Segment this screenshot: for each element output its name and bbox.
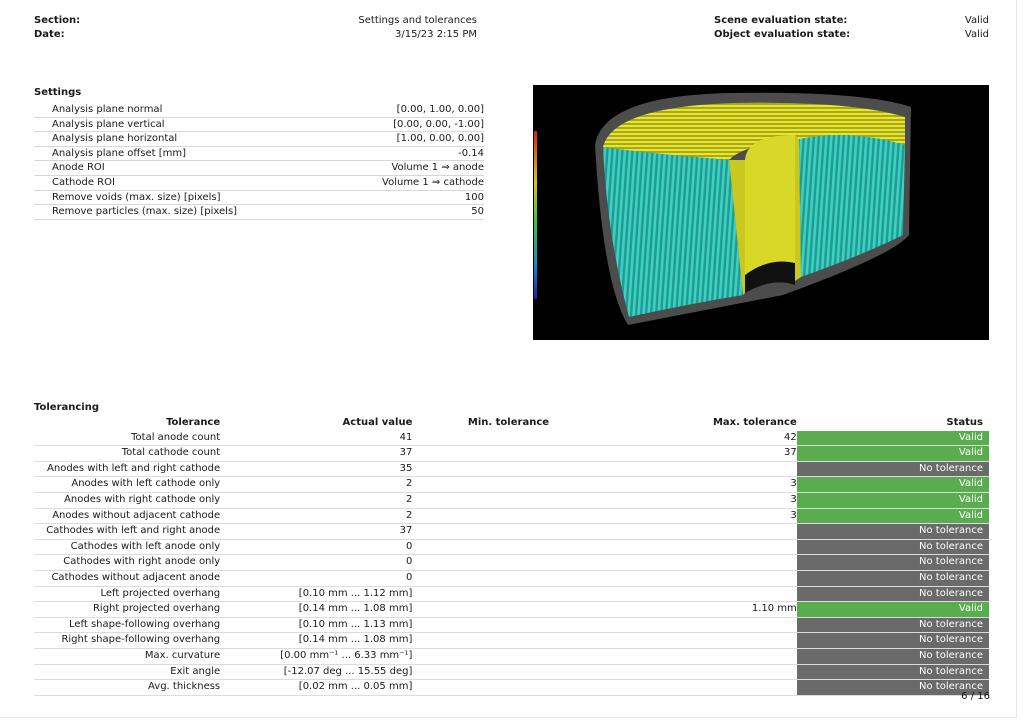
min-tolerance [412, 508, 604, 524]
max-tolerance [605, 648, 797, 664]
tolerance-name: Max. curvature [34, 648, 220, 664]
cell-3d-render [533, 85, 989, 340]
status-cell: No tolerance [797, 617, 989, 633]
col-header-actual: Actual value [342, 417, 413, 428]
col-header-max: Max. tolerance [712, 417, 797, 428]
settings-row [34, 118, 484, 133]
status-cell: Valid [797, 492, 989, 508]
tolerance-name: Left projected overhang [34, 586, 220, 602]
table-row [34, 680, 989, 696]
status-cell: No tolerance [797, 570, 989, 586]
min-tolerance [412, 431, 604, 446]
min-tolerance [412, 555, 604, 571]
actual-value: 0 [220, 539, 412, 555]
date-value: 3/15/23 2:15 PM [394, 29, 477, 40]
table-row [34, 648, 989, 664]
max-tolerance: 3 [605, 508, 797, 524]
table-row [34, 664, 989, 680]
tolerance-name: Anodes with left cathode only [34, 477, 220, 493]
tolerance-name: Anodes without adjacent cathode [34, 508, 220, 524]
table-row [34, 570, 989, 586]
tolerance-name: Cathodes with left anode only [34, 539, 220, 555]
table-row [34, 508, 989, 524]
settings-list [34, 103, 484, 220]
color-scale-bar [534, 131, 537, 299]
settings-value: 100 [464, 191, 484, 203]
col-header-status: Status [946, 417, 983, 428]
settings-value: [0.00, 1.00, 0.00] [396, 104, 484, 115]
status-cell: No tolerance [797, 586, 989, 602]
actual-value: 37 [220, 524, 412, 540]
status-cell: No tolerance [797, 648, 989, 664]
tolerance-name: Anodes with left and right cathode [34, 461, 220, 477]
table-row [34, 461, 989, 477]
header-state-labels [714, 14, 850, 42]
table-row [34, 492, 989, 508]
settings-row [34, 176, 484, 191]
settings-label: Anode ROI [52, 162, 105, 174]
status-cell: No tolerance [797, 539, 989, 555]
min-tolerance [412, 602, 604, 618]
table-row [34, 633, 989, 649]
min-tolerance [412, 524, 604, 540]
max-tolerance [605, 539, 797, 555]
min-tolerance [412, 664, 604, 680]
max-tolerance: 3 [605, 492, 797, 508]
tolerance-name: Right projected overhang [34, 602, 220, 618]
status-cell: No tolerance [797, 664, 989, 680]
min-tolerance [412, 586, 604, 602]
actual-value: 0 [220, 570, 412, 586]
max-tolerance [605, 680, 797, 696]
min-tolerance [412, 477, 604, 493]
actual-value: 2 [220, 477, 412, 493]
settings-label: Remove voids (max. size) [pixels] [52, 191, 221, 203]
settings-label: Analysis plane vertical [52, 118, 165, 130]
page-number: 6 / 16 [961, 691, 990, 702]
table-row [34, 446, 989, 462]
status-cell: No tolerance [797, 461, 989, 477]
status-cell: No tolerance [797, 633, 989, 649]
settings-row [34, 205, 484, 220]
actual-value: [0.10 mm ... 1.12 mm] [220, 586, 412, 602]
tolerancing-table [34, 416, 989, 696]
max-tolerance [605, 664, 797, 680]
tolerance-name: Left shape-following overhang [34, 617, 220, 633]
scene-state-label: Scene evaluation state: [714, 15, 848, 26]
col-header-min: Min. tolerance [467, 417, 550, 428]
min-tolerance [412, 539, 604, 555]
settings-row [34, 103, 484, 118]
object-state-label: Object evaluation state: [714, 29, 851, 40]
min-tolerance [412, 680, 604, 696]
settings-value: Volume 1 ⇒ anode [391, 162, 484, 174]
table-row [34, 617, 989, 633]
status-cell: No tolerance [797, 555, 989, 571]
settings-row [34, 191, 484, 206]
render-image [533, 85, 989, 340]
min-tolerance [412, 633, 604, 649]
status-cell: No tolerance [797, 524, 989, 540]
tolerance-name: Cathodes without adjacent anode [34, 570, 220, 586]
status-cell: Valid [797, 446, 989, 462]
section-value: Settings and tolerances [358, 15, 477, 26]
tolerance-name: Right shape-following overhang [34, 633, 220, 649]
col-header-tolerance: Tolerance [166, 417, 221, 428]
tolerance-name: Avg. thickness [34, 680, 220, 696]
actual-value: [0.14 mm ... 1.08 mm] [220, 633, 412, 649]
actual-value: 41 [220, 431, 412, 446]
actual-value: 37 [220, 446, 412, 462]
status-cell: No tolerance [797, 680, 989, 696]
min-tolerance [412, 648, 604, 664]
tolerance-name: Cathodes with right anode only [34, 555, 220, 571]
max-tolerance: 42 [605, 431, 797, 446]
table-row [34, 602, 989, 618]
object-state-value: Valid [964, 29, 989, 40]
actual-value: 0 [220, 555, 412, 571]
tolerancing-title: Tolerancing [34, 402, 100, 413]
table-row [34, 524, 989, 540]
scene-state-value: Valid [964, 15, 989, 26]
max-tolerance [605, 524, 797, 540]
date-label: Date: [34, 29, 65, 40]
actual-value: 2 [220, 492, 412, 508]
settings-row [34, 147, 484, 162]
max-tolerance [605, 633, 797, 649]
max-tolerance [605, 617, 797, 633]
actual-value: [-12.07 deg ... 15.55 deg] [220, 664, 412, 680]
section-label: Section: [34, 15, 81, 26]
tolerancing-rows [34, 431, 989, 696]
min-tolerance [412, 492, 604, 508]
min-tolerance [412, 446, 604, 462]
status-cell: Valid [797, 508, 989, 524]
actual-value: 2 [220, 508, 412, 524]
actual-value: [0.10 mm ... 1.13 mm] [220, 617, 412, 633]
max-tolerance [605, 586, 797, 602]
settings-label: Analysis plane normal [52, 104, 163, 115]
min-tolerance [412, 617, 604, 633]
table-row [34, 539, 989, 555]
settings-value: -0.14 [458, 147, 484, 159]
settings-label: Remove particles (max. size) [pixels] [52, 206, 238, 218]
settings-value: Volume 1 ⇒ cathode [382, 176, 484, 188]
table-row [34, 555, 989, 571]
status-cell: Valid [797, 431, 989, 446]
settings-label: Analysis plane offset [mm] [52, 147, 187, 159]
settings-value: 50 [471, 206, 484, 218]
settings-value: [0.00, 0.00, -1.00] [393, 118, 484, 130]
max-tolerance [605, 570, 797, 586]
max-tolerance [605, 461, 797, 477]
tolerance-name: Cathodes with left and right anode [34, 524, 220, 540]
actual-value: [0.00 mm⁻¹ ... 6.33 mm⁻¹] [220, 648, 412, 664]
table-row [34, 431, 989, 446]
table-header-row [34, 416, 989, 431]
max-tolerance: 37 [605, 446, 797, 462]
header-state-values [900, 14, 989, 42]
actual-value: [0.14 mm ... 1.08 mm] [220, 602, 412, 618]
actual-value: 35 [220, 461, 412, 477]
max-tolerance [605, 555, 797, 571]
settings-row [34, 132, 484, 147]
tolerance-name: Exit angle [34, 664, 220, 680]
tolerance-name: Total anode count [34, 431, 220, 446]
min-tolerance [412, 570, 604, 586]
table-row [34, 586, 989, 602]
settings-row [34, 161, 484, 176]
max-tolerance: 1.10 mm [605, 602, 797, 618]
table-row [34, 477, 989, 493]
settings-label: Cathode ROI [52, 176, 115, 188]
status-cell: Valid [797, 602, 989, 618]
header-values [300, 14, 477, 42]
settings-label: Analysis plane horizontal [52, 133, 178, 145]
tolerance-name: Anodes with right cathode only [34, 492, 220, 508]
settings-value: [1.00, 0.00, 0.00] [396, 133, 484, 145]
min-tolerance [412, 461, 604, 477]
actual-value: [0.02 mm ... 0.05 mm] [220, 680, 412, 696]
status-cell: Valid [797, 477, 989, 493]
tolerance-name: Total cathode count [34, 446, 220, 462]
settings-title: Settings [34, 87, 82, 98]
header-labels [34, 14, 80, 42]
max-tolerance: 3 [605, 477, 797, 493]
